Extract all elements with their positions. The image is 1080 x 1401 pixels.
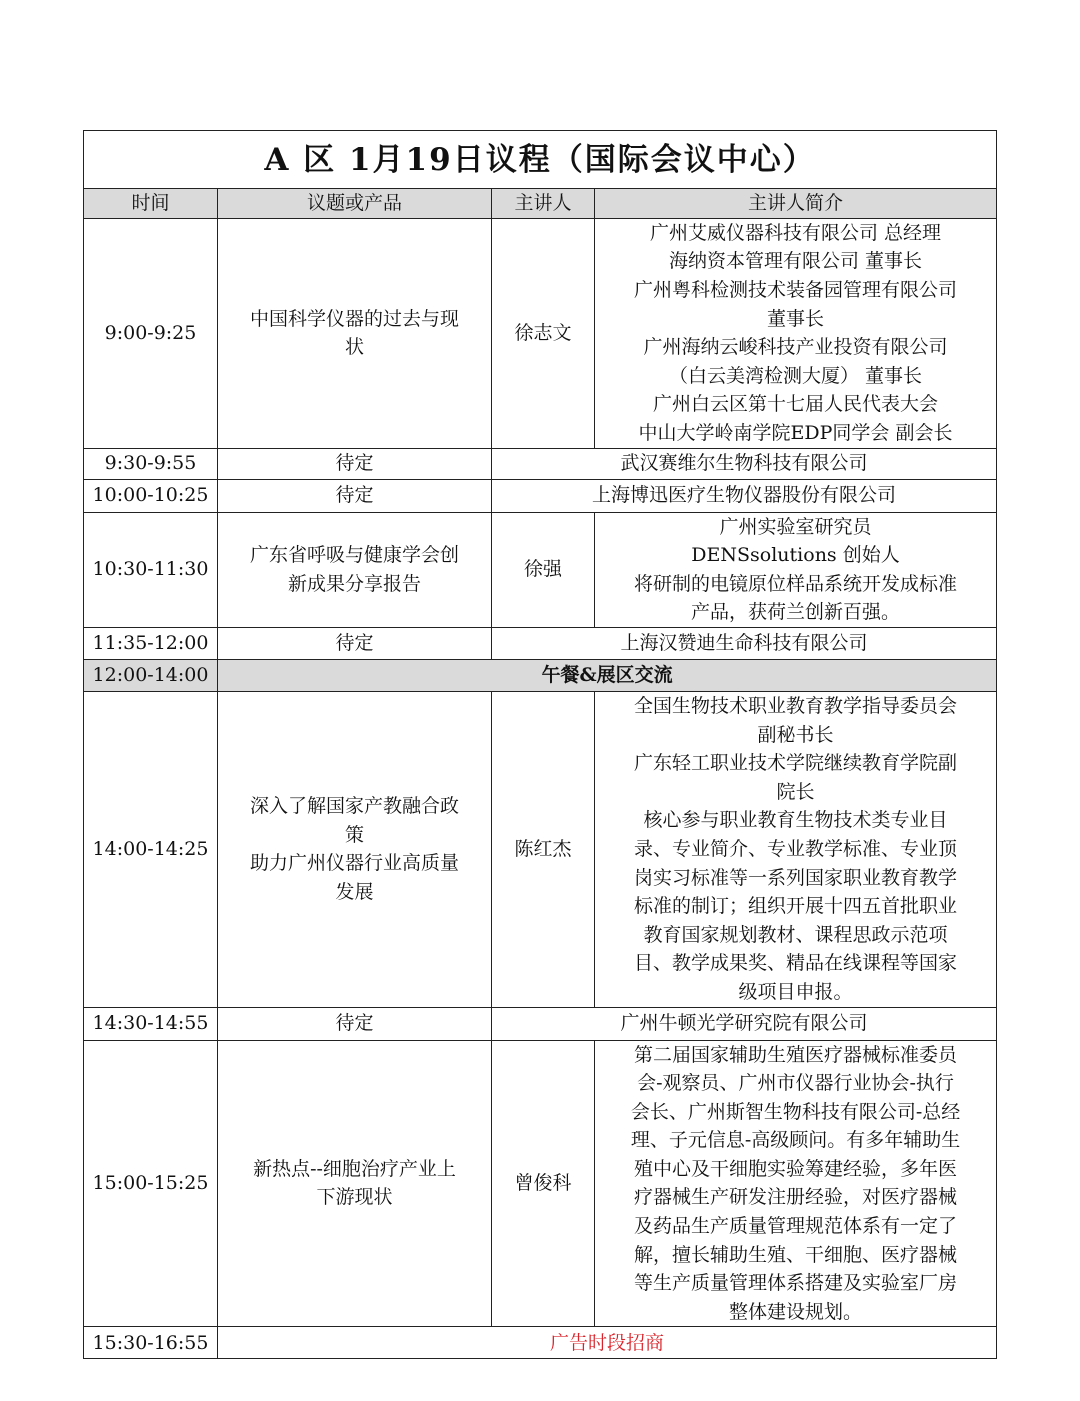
table-row (84, 1040, 997, 1327)
session-time: 10:00-10:25 (84, 479, 218, 512)
session-time: 15:00-15:25 (84, 1040, 218, 1327)
session-time: 14:00-14:25 (84, 691, 218, 1007)
lunch-row (84, 659, 997, 691)
session-time: 11:35-12:00 (84, 627, 218, 659)
header-bio: 主讲人简介 (595, 189, 997, 219)
speaker-bio: 全国生物技术职业教育教学指导委员会 副秘书长 广东轻工职业技术学院继续教育学院副 院长 核心参与职业教育生物技术类专业目 录、专业简介、专业教学标准、专业顶 岗实习标准等一系列国家职业教育教学 标准的制订；组织开展十四五首批职业 教育国家规划教材、课程思政示范项 目、教学成果奖、精品在线课程等国家 级项目申报。 (595, 691, 997, 1007)
session-topic: 待定 (218, 1007, 492, 1040)
table-row (84, 1327, 997, 1359)
agenda-table (83, 130, 997, 1359)
table-row (84, 218, 997, 448)
speaker-name: 徐强 (492, 512, 595, 627)
lunch-label: 午餐&展区交流 (218, 659, 997, 691)
table-row (84, 691, 997, 1007)
company-name: 武汉赛维尔生物科技有限公司 (492, 448, 997, 479)
session-topic: 待定 (218, 479, 492, 512)
table-row (84, 512, 997, 627)
title-row (84, 131, 997, 189)
session-topic: 广东省呼吸与健康学会创 新成果分享报告 (218, 512, 492, 627)
session-topic: 待定 (218, 448, 492, 479)
table-row (84, 448, 997, 479)
session-time: 9:30-9:55 (84, 448, 218, 479)
ad-slot-text: 广告时段招商 (218, 1327, 997, 1359)
speaker-name: 曾俊科 (492, 1040, 595, 1327)
table-row (84, 1007, 997, 1040)
header-time: 时间 (84, 189, 218, 219)
speaker-bio: 广州实验室研究员 DENSsolutions 创始人 将研制的电镜原位样品系统开发成标准 产品，获荷兰创新百强。 (595, 512, 997, 627)
company-name: 上海博迅医疗生物仪器股份有限公司 (492, 479, 997, 512)
header-row (84, 189, 997, 219)
speaker-name: 陈红杰 (492, 691, 595, 1007)
session-topic: 新热点--细胞治疗产业上 下游现状 (218, 1040, 492, 1327)
session-topic: 中国科学仪器的过去与现 状 (218, 218, 492, 448)
speaker-name: 徐志文 (492, 218, 595, 448)
speaker-bio: 第二届国家辅助生殖医疗器械标准委员 会-观察员、广州市仪器行业协会-执行 会长、广州斯智生物科技有限公司-总经 理、子元信息-高级顾问。有多年辅助生 殖中心及干细胞实验筹建经验，多年医 疗器械生产研发注册经验，对医疗器械 及药品生产质量管理规范体系有一定了 解，擅长辅助生殖、干细胞、医疗器械 等生产质量管理体系搭建及实验室厂房 整体建设规划。 (595, 1040, 997, 1327)
page-title: A 区 1月19日议程（国际会议中心） (84, 131, 997, 189)
session-time: 10:30-11:30 (84, 512, 218, 627)
speaker-bio: 广州艾威仪器科技有限公司 总经理 海纳资本管理有限公司 董事长 广州粤科检测技术装备园管理有限公司 董事长 广州海纳云峻科技产业投资有限公司 （白云美湾检测大厦） 董事长 广州白云区第十七届人民代表大会 中山大学岭南学院EDP同学会 副会长 (595, 218, 997, 448)
company-name: 广州牛顿光学研究院有限公司 (492, 1007, 997, 1040)
header-topic: 议题或产品 (218, 189, 492, 219)
table-row (84, 627, 997, 659)
header-speaker: 主讲人 (492, 189, 595, 219)
company-name: 上海汉赞迪生命科技有限公司 (492, 627, 997, 659)
session-time: 12:00-14:00 (84, 659, 218, 691)
session-time: 15:30-16:55 (84, 1327, 218, 1359)
table-row (84, 479, 997, 512)
session-time: 9:00-9:25 (84, 218, 218, 448)
session-topic: 待定 (218, 627, 492, 659)
session-topic: 深入了解国家产教融合政 策 助力广州仪器行业高质量 发展 (218, 691, 492, 1007)
session-time: 14:30-14:55 (84, 1007, 218, 1040)
